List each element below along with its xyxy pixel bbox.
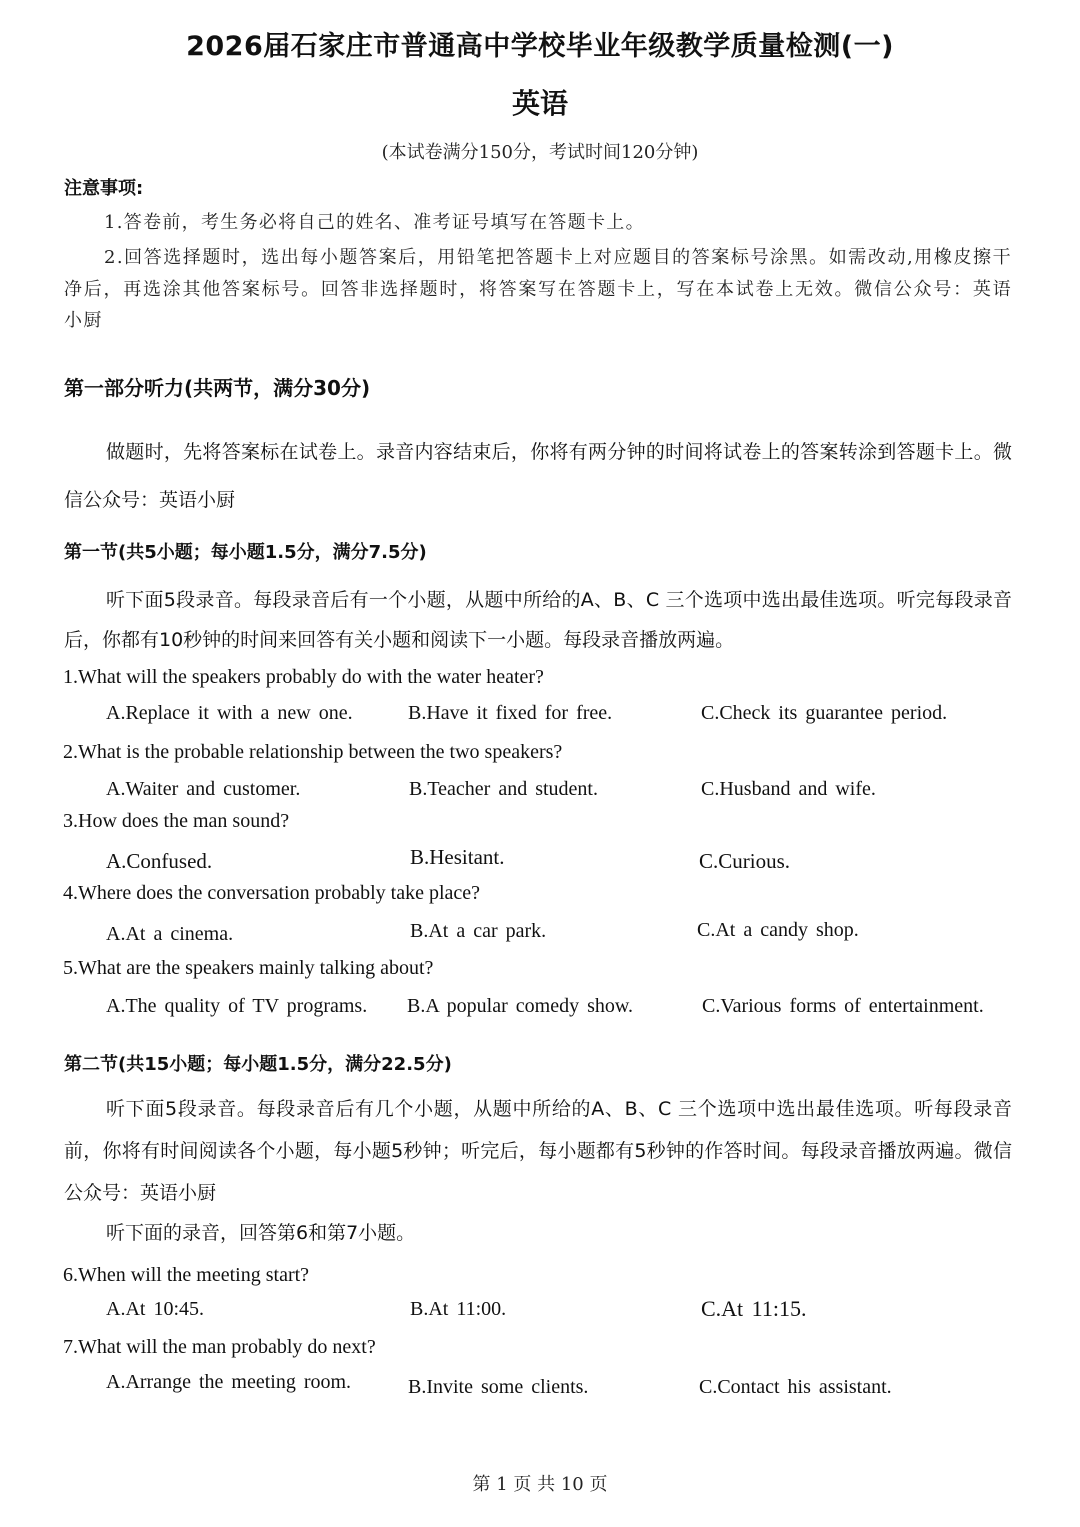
question-7: 7.What will the man probably do next? [63, 1336, 376, 1358]
question-6: 6.When will the meeting start? [63, 1264, 310, 1286]
section2-heading: 第二节(共15小题；每小题1.5分，满分22.5分) [64, 1054, 452, 1075]
q3-option-a: A.Confused. [106, 849, 213, 873]
q7-option-c: C.Contact his assistant. [699, 1376, 892, 1398]
exam-title: 2026届石家庄市普通高中学校毕业年级教学质量检测(一) [186, 31, 894, 62]
q2-option-c: C.Husband and wife. [701, 778, 876, 800]
q6-option-a: A.At 10:45. [106, 1298, 204, 1320]
notice-item-2: 2.回答选择题时，选出每小题答案后，用铅笔把答题卡上对应题目的答案标号涂黑。如需改动,用橡皮擦干净后，再选涂其他答案标号。回答非选择题时，将答案写在答题卡上，写在本试卷上无效。微信公众号：英语小厨 [64, 247, 1012, 331]
q2-option-a: A.Waiter and customer. [106, 778, 301, 800]
q4-option-a: A.At a cinema. [106, 923, 234, 945]
question-2: 2.What is the probable relationship between the two speakers? [63, 741, 563, 763]
q1-option-b: B.Have it fixed for free. [408, 702, 613, 724]
section2-sub-intro: 听下面的录音，回答第6和第7小题。 [106, 1222, 416, 1244]
q5-option-a: A.The quality of TV programs. [106, 995, 368, 1017]
q1-option-a: A.Replace it with a new one. [106, 702, 353, 724]
q3-option-b: B.Hesitant. [410, 845, 505, 869]
question-1: 1.What will the speakers probably do with the water heater? [63, 666, 544, 688]
part1-intro: 做题时，先将答案标在试卷上。录音内容结束后，你将有两分钟的时间将试卷上的答案转涂到答题卡上。微信公众号：英语小厨 [64, 441, 1012, 511]
section1-heading: 第一节(共5小题；每小题1.5分，满分7.5分) [64, 542, 427, 563]
exam-info: (本试卷满分150分，考试时间120分钟) [381, 142, 699, 163]
page-number: 第 1 页 共 10 页 [472, 1474, 608, 1495]
q4-option-c: C.At a candy shop. [697, 919, 859, 941]
subject-title: 英语 [511, 87, 568, 120]
q6-option-b: B.At 11:00. [410, 1298, 507, 1320]
q7-option-b: B.Invite some clients. [408, 1376, 589, 1398]
question-4: 4.Where does the conversation probably take place? [63, 882, 481, 904]
q1-option-c: C.Check its guarantee period. [701, 702, 948, 724]
q6-option-c: C.At 11:15. [701, 1296, 807, 1321]
section1-intro: 听下面5段录音。每段录音后有一个小题，从题中所给的A、B、C 三个选项中选出最佳选项。听完每段录音后，你都有10秒钟的时间来回答有关小题和阅读下一小题。每段录音播放两遍。 [64, 589, 1012, 651]
notice-item-1: 1.答卷前，考生务必将自己的姓名、准考证号填写在答题卡上。 [104, 212, 645, 233]
q2-option-b: B.Teacher and student. [409, 778, 598, 800]
q3-option-c: C.Curious. [699, 849, 791, 873]
q5-option-b: B.A popular comedy show. [407, 995, 634, 1017]
notice-heading: 注意事项: [64, 178, 144, 199]
section2-intro: 听下面5段录音。每段录音后有几个小题，从题中所给的A、B、C 三个选项中选出最佳选项。听每段录音前，你将有时间阅读各个小题，每小题5秒钟；听完后，每小题都有5秒钟的作答时间。每段录音播放两遍。微信公众号：英语小厨 [64, 1098, 1012, 1204]
q4-option-b: B.At a car park. [410, 920, 547, 942]
part1-heading: 第一部分听力(共两节，满分30分) [64, 376, 371, 400]
q5-option-c: C.Various forms of entertainment. [702, 995, 984, 1017]
question-5: 5.What are the speakers mainly talking about? [63, 957, 434, 979]
question-3: 3.How does the man sound? [63, 810, 290, 832]
q7-option-a: A.Arrange the meeting room. [106, 1371, 352, 1393]
